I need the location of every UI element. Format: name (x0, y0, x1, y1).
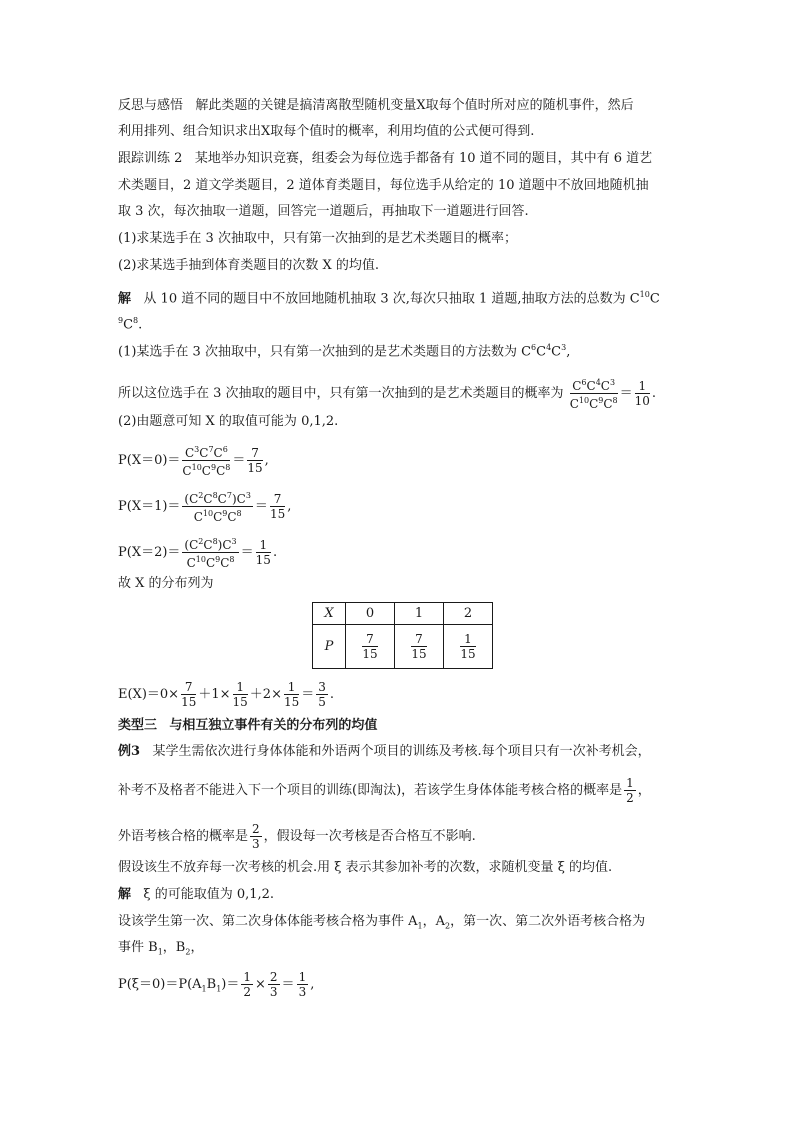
table-cell: 2 (444, 603, 493, 625)
prob-x0: P(X＝0)＝ $\frac{C^3C^7C^6}{C^{10}C^9C^8}$ ＝ $\frac{7}{15}$ , (118, 445, 269, 478)
fraction: $\frac{(C^2C^8C^7)C^3}{C^{10}C^9C^8}$ (184, 491, 251, 524)
solution-text: 从 10 道不同的题目中不放回地随机抽取 3 次,每次只抽取 1 道题,抽取方法的总数为 C (143, 291, 640, 307)
answer-2: (2)由题意可知 X 的取值可能为 0,1,2. (118, 414, 339, 429)
distribution-table (312, 602, 493, 669)
prob-x1-den: 15 (269, 507, 286, 521)
prob-x1-lhs: P(X＝1)＝ (118, 499, 181, 514)
training-line-1 (118, 151, 652, 167)
answer-1b-text: 所以这位选手在 3 次抽取的题目中，只有第一次抽到的是艺术类题目的概率为 (118, 386, 564, 401)
table-cell: $\frac{1}{15}$ (444, 625, 493, 669)
solution-lead: 解 (118, 291, 132, 307)
prob-xi0: $P(\xi=0)=P(A_1B_1)=$ $\frac{1}{2}$ × $\frac{2}{3}$ ＝ $\frac{1}{3}$ , (118, 970, 315, 999)
example3-line-2: 补考不及格者不能进入下一个项目的训练(即淘汰)，若该学生身体体能考核合格的概率是 $\frac{1}{2}$ ， (118, 776, 651, 805)
question-2: (2)求某选手抽到体育类题目的次数 X 的均值. (118, 258, 380, 273)
solution-line-2: $^9C^8$. (118, 316, 143, 333)
table-cell: $\frac{7}{15}$ (395, 625, 444, 669)
solution3-line-3: 事件 $B_1$，$B_2$， (118, 940, 204, 957)
answer-1: (1)某选手在 3 次抽取中，只有第一次抽到的是艺术类题目的方法数为 $C^6C^4C^3$, (118, 343, 571, 360)
reflection-text: 解此类题的关键是搞清离散型随机变量X取每个值时所对应的随机事件，然后 (195, 98, 634, 113)
table-header-p: P (313, 625, 346, 669)
prob-x2-num: 1 (256, 538, 271, 553)
solution-line-1: 解 从 10 道不同的题目中不放回地随机抽取 3 次,每次只抽取 1 道题,抽取方法的总数为 $C^{10}C$ (118, 290, 660, 307)
prob-x1-num: 7 (270, 492, 285, 507)
example3-line-4: 假设该生不放弃每一次考核的机会.用 ξ 表示其参加补考的次数，求随机变量 ξ 的均值. (118, 860, 613, 875)
table-cell: 0 (346, 603, 395, 625)
answer-1-text: (1)某选手在 3 次抽取中，只有第一次抽到的是艺术类题目的方法数为 C (118, 344, 532, 360)
answer-1b: 所以这位选手在 3 次抽取的题目中，只有第一次抽到的是艺术类题目的概率为 $\frac{C^6C^4C^3}{C^{10}C^9C^8}$ ＝ $\frac{1}{10}$ . (118, 378, 657, 411)
example3-line-1: 例3 某学生需依次进行身体体能和外语两个项目的训练及考核.每个项目只有一次补考机会， (118, 744, 651, 759)
example3-lead: 例3 (118, 744, 141, 759)
training-text: 某地举办知识竞赛，组委会为每位选手都备有 10 道不同的题目，其中有 6 道艺 (194, 151, 653, 166)
training-line-3: 取 3 次，每次抽取一道题，回答完一道题后，再抽取下一道题进行回答. (118, 204, 529, 219)
type3-text: 与相互独立事件有关的分布列的均值 (169, 718, 378, 733)
example3-line-3: 外语考核合格的概率是 $\frac{2}{3}$ ，假设每一次考核是否合格互不影响. (118, 822, 476, 851)
solution3-line-2: 设该学生第一次、第二次身体体能考核合格为事件 $A_1$，$A_2$，第一次、第二次外语考核合格为 (118, 914, 646, 931)
type3-lead: 类型三 (118, 718, 158, 733)
prob-x0-num: 7 (247, 446, 262, 461)
training-lead: 跟踪训练 2 (118, 151, 183, 166)
training-line-2: 术类题目，2 道文学类题目，2 道体育类题目，每位选手从给定的 10 道题中不放回地随机抽 (118, 178, 649, 193)
question-1: (1)求某选手在 3 次抽取中，只有第一次抽到的是艺术类题目的概率； (118, 231, 517, 246)
prob-x2-lhs: P(X＝2)＝ (118, 545, 181, 560)
prob-x2: P(X＝2)＝ $\frac{(C^2C^8)C^3}{C^{10}C^9C^8}$ ＝ $\frac{1}{15}$ . (118, 537, 278, 570)
fraction: $\frac{(C^2C^8)C^3}{C^{10}C^9C^8}$ (184, 537, 237, 570)
type3-heading (118, 718, 377, 734)
solution3-line-1: 解 ξ 的可能取值为 0,1,2. (118, 887, 275, 902)
fraction (270, 492, 285, 521)
reflection-lead: 反思与感悟 (118, 98, 184, 113)
fraction: $\frac{1}{10}$ (634, 379, 650, 408)
table-cell: 1 (395, 603, 444, 625)
dist-intro: 故 X 的分布列为 (118, 576, 214, 591)
reflection-line-2: 利用排列、组合知识求出X取每个值时的概率，利用均值的公式便可得到. (118, 124, 535, 139)
reflection-line-1 (118, 98, 634, 114)
expectation-line: E(X)＝0× $\frac{7}{15}$ ＋1× $\frac{1}{15}$ ＋2× $\frac{1}{15}$ ＝ $\frac{3}{5}$ . (118, 680, 335, 709)
fraction (256, 538, 271, 567)
fraction: $\frac{C^3C^7C^6}{C^{10}C^9C^8}$ (182, 445, 231, 478)
prob-x0-den: 15 (247, 461, 263, 475)
prob-x0-lhs: P(X＝0)＝ (118, 453, 181, 468)
fraction: $\frac{C^6C^4C^3}{C^{10}C^9C^8}$ (569, 378, 618, 411)
prob-x2-den: 15 (255, 553, 271, 567)
prob-x1: P(X＝1)＝ $\frac{(C^2C^8C^7)C^3}{C^{10}C^9C^8}$ ＝ $\frac{7}{15}$ , (118, 491, 292, 524)
table-header-x: X (313, 603, 346, 625)
table-cell: $\frac{7}{15}$ (346, 625, 395, 669)
fraction (247, 446, 262, 475)
